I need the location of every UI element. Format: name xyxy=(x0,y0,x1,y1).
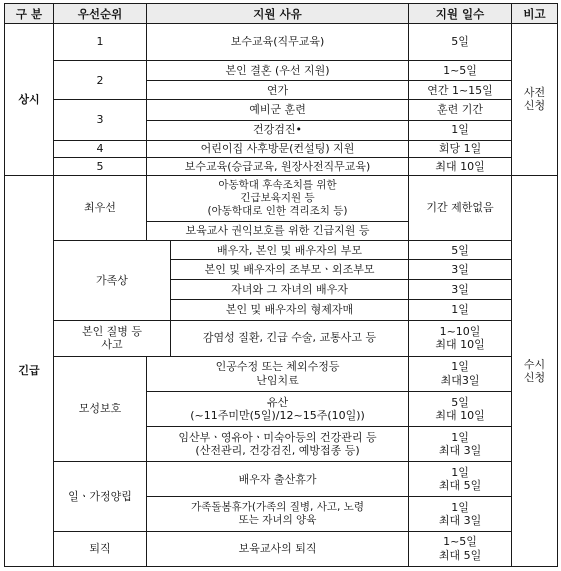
days-cell: 1~5일 최대 5일 xyxy=(409,531,512,566)
priority-cell: 최우선 xyxy=(54,175,147,240)
days-cell: 1일 최대 3일 xyxy=(409,427,512,462)
priority-cell: 퇴직 xyxy=(54,531,147,566)
days-cell: 1일 xyxy=(409,300,512,320)
reason-cell: 본인 결혼 (우선 지원) xyxy=(147,61,409,81)
reason-cell: 유산 (~11주미만(5일)/12~15주(10일)) xyxy=(147,391,409,426)
reason-cell: 배우자, 본인 및 배우자의 부모 xyxy=(171,241,409,260)
days-cell: 3일 xyxy=(409,260,512,280)
days-cell: 5일 최대 10일 xyxy=(409,391,512,426)
category-urgent: 긴급 xyxy=(5,175,54,566)
days-cell: 5일 xyxy=(409,241,512,260)
reason-cell: 보육교사의 퇴직 xyxy=(147,531,409,566)
header-row xyxy=(5,4,558,24)
priority-cell: 5 xyxy=(54,157,147,175)
priority-cell: 모성보호 xyxy=(54,356,147,462)
header-note: 비고 xyxy=(512,4,558,24)
reason-cell: 어린이집 사후방문(컨설팅) 지원 xyxy=(147,140,409,157)
reason-cell: 예비군 훈련 xyxy=(147,100,409,120)
days-cell: 기간 제한없음 xyxy=(409,175,512,240)
reason-cell: 아동학대 후속조치를 위한 긴급보육지원 등 (아동학대로 인한 격리조치 등) xyxy=(147,175,409,221)
table-row xyxy=(5,61,558,81)
header-priority: 우선순위 xyxy=(54,4,147,24)
table-row xyxy=(5,24,558,61)
reason-cell: 연가 xyxy=(147,81,409,100)
days-cell: 1~5일 xyxy=(409,61,512,81)
reason-cell: 배우자 출산휴가 xyxy=(147,462,409,497)
days-cell: 최대 10일 xyxy=(409,157,512,175)
reason-cell: 건강검진• xyxy=(147,120,409,140)
days-cell: 3일 xyxy=(409,280,512,300)
table-row xyxy=(5,462,558,497)
table-row xyxy=(5,157,558,175)
priority-cell: 4 xyxy=(54,140,147,157)
table-row xyxy=(5,175,558,221)
reason-cell: 임산부ㆍ영유아ㆍ미숙아등의 건강관리 등 (산전관리, 건강검진, 예방접종 등) xyxy=(147,427,409,462)
table-row xyxy=(5,320,558,356)
table-row xyxy=(5,356,558,391)
header-reason: 지원 사유 xyxy=(147,4,409,24)
note-regular: 사전 신청 xyxy=(512,24,558,176)
days-cell: 1일 최대3일 xyxy=(409,356,512,391)
days-cell: 회당 1일 xyxy=(409,140,512,157)
table-row xyxy=(5,531,558,566)
header-days: 지원 일수 xyxy=(409,4,512,24)
priority-cell: 본인 질병 등 사고 xyxy=(54,320,171,356)
header-category: 구 분 xyxy=(5,4,54,24)
days-cell: 훈련 기간 xyxy=(409,100,512,120)
table-row xyxy=(5,140,558,157)
days-cell: 1일 xyxy=(409,120,512,140)
priority-cell: 1 xyxy=(54,24,147,61)
days-cell: 1~10일 최대 10일 xyxy=(409,320,512,356)
reason-cell: 가족돌봄휴가(가족의 질병, 사고, 노령 또는 자녀의 양육 xyxy=(147,497,409,531)
table-row xyxy=(5,100,558,120)
category-regular: 상시 xyxy=(5,24,54,176)
reason-cell: 보수교육(직무교육) xyxy=(147,24,409,61)
days-cell: 1일 최대 3일 xyxy=(409,497,512,531)
reason-cell: 인공수정 또는 체외수정등 난임치료 xyxy=(147,356,409,391)
reason-cell: 본인 및 배우자의 형제자매 xyxy=(171,300,409,320)
table-row xyxy=(5,241,558,260)
reason-cell: 자녀와 그 자녀의 배우자 xyxy=(171,280,409,300)
reason-cell: 보육교사 권익보호를 위한 긴급지원 등 xyxy=(147,222,409,241)
days-cell: 1일 최대 5일 xyxy=(409,462,512,497)
priority-cell: 가족상 xyxy=(54,241,171,320)
priority-cell: 3 xyxy=(54,100,147,140)
days-cell: 연간 1~15일 xyxy=(409,81,512,100)
reason-cell: 본인 및 배우자의 조부모ㆍ외조부모 xyxy=(171,260,409,280)
reason-cell: 감염성 질환, 긴급 수술, 교통사고 등 xyxy=(171,320,409,356)
priority-cell: 2 xyxy=(54,61,147,100)
priority-cell: 일ㆍ가정양립 xyxy=(54,462,147,531)
reason-cell: 보수교육(승급교육, 원장사전직무교육) xyxy=(147,157,409,175)
days-cell: 5일 xyxy=(409,24,512,61)
note-urgent: 수시 신청 xyxy=(512,175,558,566)
leave-support-table xyxy=(4,3,558,567)
